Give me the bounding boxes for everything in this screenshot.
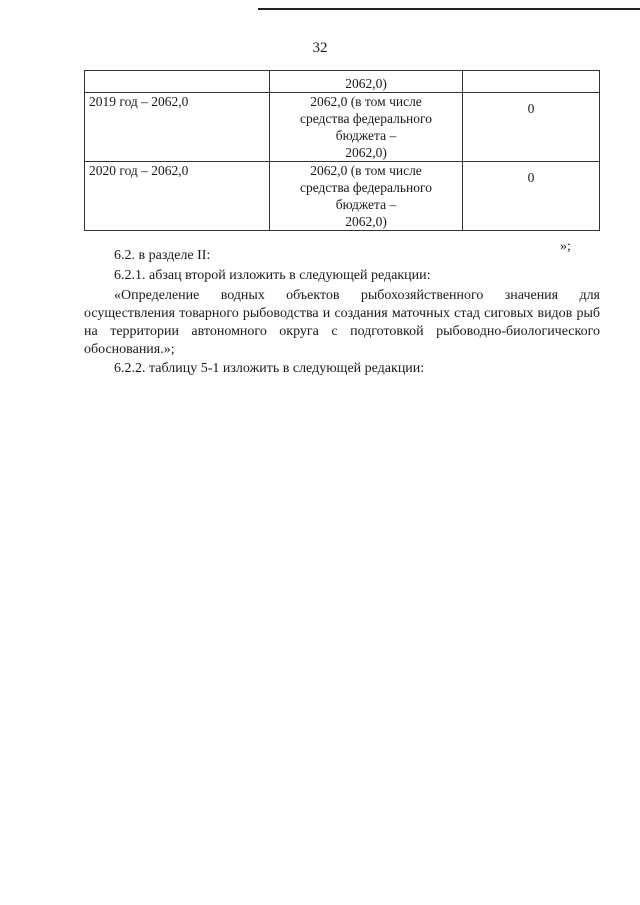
table-cell-year: 2020 год – 2062,0: [85, 162, 270, 231]
table-cell-other: 0: [463, 93, 600, 162]
paragraph-quoted-text: «Определение водных объектов рыбохозяйственного значения для осуществления товарного рыбоводства и создания маточных стад сиговых видов рыб на территории автономного округа с подготовкой рыбоводно-биологического обоснования.»;: [84, 288, 600, 357]
amount-line: бюджета –: [335, 128, 397, 143]
closing-quote: »;: [560, 239, 571, 254]
table-cell-year: [85, 71, 270, 93]
table-cell-other: [463, 71, 600, 93]
amount-line: 2062,0 (в том числе: [310, 163, 422, 178]
budget-table: [84, 70, 600, 231]
table-cell-amount: 2062,0): [270, 71, 463, 93]
amount-line: 2062,0): [345, 214, 387, 229]
table-row: [85, 93, 600, 162]
amount-line: 2062,0): [345, 145, 387, 160]
table-cell-amount: [270, 162, 463, 231]
amount-line: 2062,0 (в том числе: [310, 94, 422, 109]
amount-line: средства федерального: [300, 111, 432, 126]
paragraph-instruction: 6.2.2. таблицу 5-1 изложить в следующей редакции:: [114, 361, 425, 376]
paragraph-section-heading: 6.2. в разделе II:: [114, 248, 211, 263]
table-cell-amount: [270, 93, 463, 162]
paragraph-instruction: 6.2.1. абзац второй изложить в следующей редакции:: [114, 268, 431, 283]
top-edge-rule: [258, 8, 640, 10]
table-row: [85, 162, 600, 231]
table-cell-year: 2019 год – 2062,0: [85, 93, 270, 162]
table-cell-other: 0: [463, 162, 600, 231]
amount-line: средства федерального: [300, 180, 432, 195]
amount-line: бюджета –: [335, 197, 397, 212]
table-row: [85, 71, 600, 93]
page-number: 32: [312, 40, 328, 56]
